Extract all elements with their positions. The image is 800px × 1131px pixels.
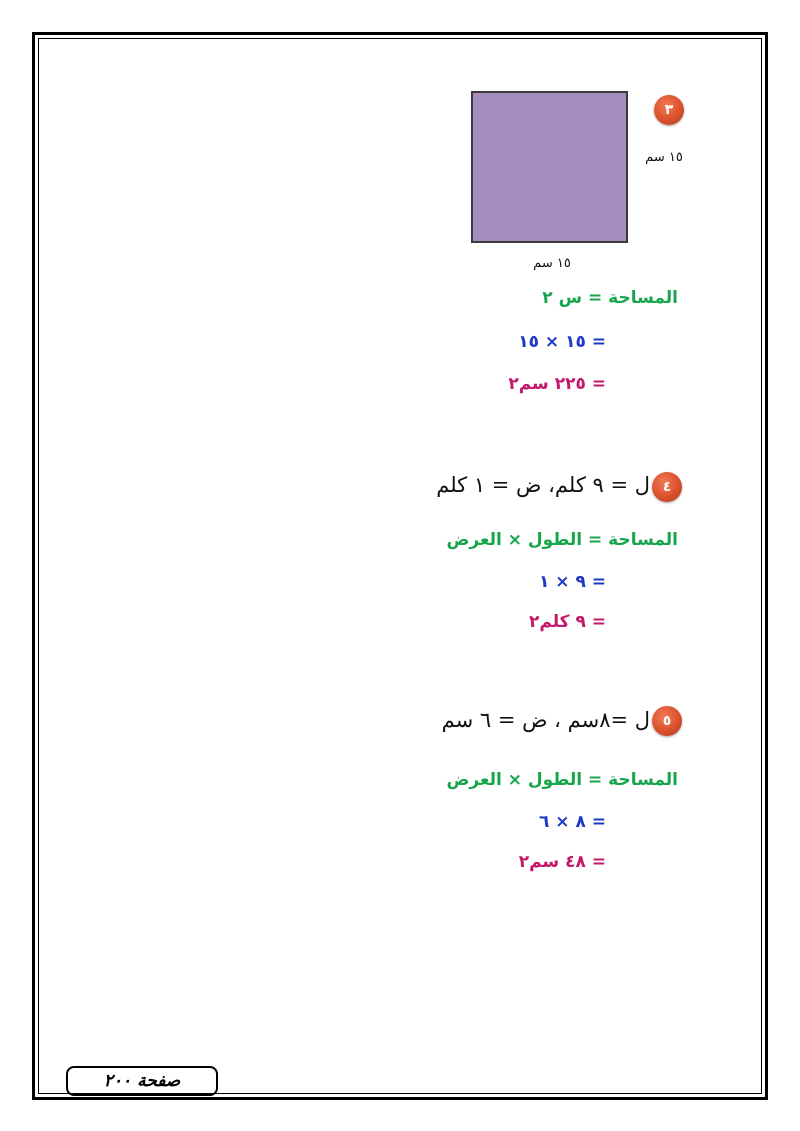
problem-4-substitution: = ٩ × ١ bbox=[538, 572, 606, 592]
problem-3-result: = ٢٢٥ سم٢ bbox=[508, 374, 606, 394]
problem-3-number: ٣ bbox=[664, 102, 674, 118]
problem-5-number-badge bbox=[652, 706, 682, 736]
problem-3-formula: المساحة = س ٢ bbox=[542, 288, 678, 308]
problem-4-number: ٤ bbox=[662, 479, 672, 495]
problem-4-result: = ٩ كلم٢ bbox=[528, 612, 606, 632]
problem-4-number-badge bbox=[652, 472, 682, 502]
problem-5-formula: المساحة = الطول × العرض bbox=[446, 770, 678, 790]
page-number-label bbox=[66, 1066, 218, 1096]
square-bottom-label: ١٥ سم bbox=[533, 256, 571, 271]
square-figure bbox=[471, 91, 628, 243]
problem-3-number-badge bbox=[654, 95, 684, 125]
problem-5-result: = ٤٨ سم٢ bbox=[518, 852, 606, 872]
page-border-inner bbox=[38, 38, 762, 1094]
problem-4-given: ل = ٩ كلم، ض = ١ كلم bbox=[436, 473, 650, 497]
square-side-label: ١٥ سم bbox=[645, 150, 683, 165]
problem-5-given: ل =٨سم ، ض = ٦ سم bbox=[441, 708, 650, 732]
problem-5-number: ٥ bbox=[662, 713, 672, 729]
problem-3-substitution: = ١٥ × ١٥ bbox=[518, 332, 606, 352]
problem-5-substitution: = ٨ × ٦ bbox=[538, 812, 606, 832]
page-number-text: صفحة ٢٠٠ bbox=[103, 1071, 181, 1091]
problem-4-formula: المساحة = الطول × العرض bbox=[446, 530, 678, 550]
